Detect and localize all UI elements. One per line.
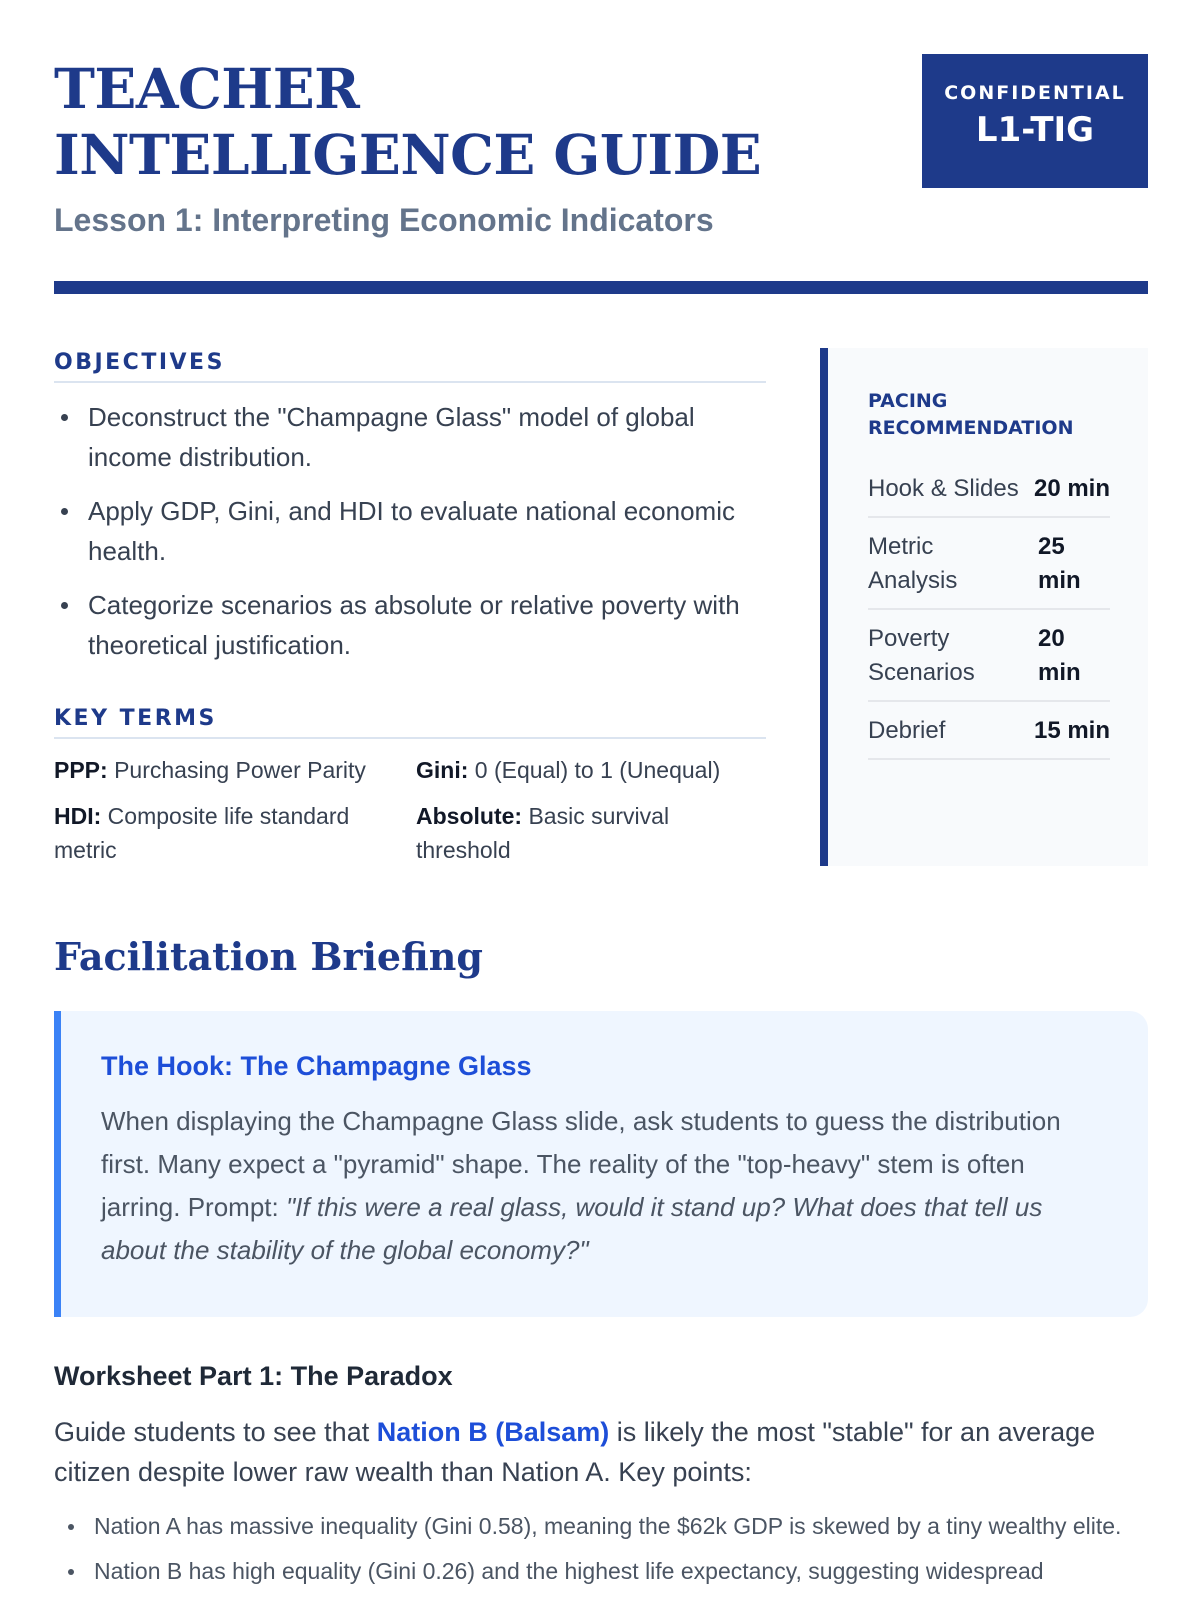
key-term-name: Gini: — [416, 757, 469, 783]
badge-code: L1-TIG — [975, 110, 1095, 150]
worksheet-heading: Worksheet Part 1: The Paradox — [54, 1361, 453, 1391]
lesson-subtitle: Lesson 1: Interpreting Economic Indicators — [54, 202, 714, 238]
pacing-table — [868, 460, 1110, 760]
nation-b-highlight: Nation B (Balsam) — [376, 1417, 610, 1447]
pacing-activity: Metric Analysis — [868, 533, 958, 594]
key-term — [416, 799, 766, 867]
pacing-row — [868, 518, 1110, 610]
key-term-definition: Composite life standard metric — [54, 803, 350, 863]
pacing-time: 20 min — [1038, 625, 1081, 686]
pacing-row — [868, 702, 1110, 760]
key-term-name: HDI: — [54, 803, 102, 829]
document-title: TEACHER INTELLIGENCE GUIDE — [54, 56, 762, 187]
hook-callout — [54, 1011, 1148, 1317]
pacing-time: 15 min — [1033, 717, 1110, 744]
objective-item: Apply GDP, Gini, and HDI to evaluate national economic health. — [54, 491, 766, 571]
confidential-badge — [922, 54, 1148, 188]
pacing-heading: PACING RECOMMENDATION — [868, 390, 1074, 439]
callout-prompt: "If this were a real glass, would it stand up? What does that tell us about the stability of the global economy?" — [101, 1192, 1043, 1265]
pacing-activity: Poverty Scenarios — [868, 625, 975, 686]
badge-label: CONFIDENTIAL — [944, 82, 1126, 104]
objective-item: Categorize scenarios as absolute or relative poverty with theoretical justification. — [54, 585, 766, 665]
header-divider — [54, 281, 1148, 294]
key-terms-grid — [54, 753, 766, 867]
key-term-definition: 0 (Equal) to 1 (Unequal) — [474, 757, 721, 783]
pacing-time: 20 min — [1033, 475, 1110, 502]
objectives-list — [54, 397, 766, 665]
key-term — [416, 753, 766, 787]
pacing-panel — [820, 348, 1148, 866]
worksheet-point: Nation A has massive inequality (Gini 0.58), meaning the $62k GDP is skewed by a tiny wealthy elite. — [54, 1510, 1148, 1543]
worksheet-intro-before: Guide students to see that — [54, 1417, 377, 1447]
key-term-definition: Purchasing Power Parity — [114, 757, 366, 783]
callout-text: When displaying the Champagne Glass slide, ask students to guess the distribution first. Many expect a "pyramid" shape. The reality of the "top-heavy" stem is often jarring. Prompt: — [101, 1106, 1061, 1222]
worksheet-intro-after: is likely the most "stable" for an average citizen despite lower raw wealth than Nation A. Key points: — [54, 1417, 1096, 1487]
pacing-time: 25 min — [1038, 533, 1081, 594]
key-terms-section — [54, 706, 766, 867]
objectives-heading: OBJECTIVES — [54, 350, 766, 383]
pacing-activity: Hook & Slides — [868, 475, 1019, 502]
key-term — [54, 753, 416, 787]
key-terms-heading: KEY TERMS — [54, 706, 766, 739]
callout-body — [101, 1100, 1108, 1272]
callout-title: The Hook: The Champagne Glass — [101, 1051, 532, 1081]
objectives-section — [54, 350, 766, 679]
pacing-row — [868, 610, 1110, 702]
facilitation-heading: Facilitation Briefing — [54, 934, 483, 979]
worksheet-points — [54, 1510, 1148, 1600]
worksheet-point: Nation B has high equality (Gini 0.26) and the highest life expectancy, suggesting widespread — [54, 1555, 1148, 1588]
key-term-name: Absolute: — [416, 803, 523, 829]
worksheet-intro — [54, 1412, 1148, 1492]
key-term — [54, 799, 416, 867]
pacing-activity: Debrief — [868, 717, 946, 744]
key-term-definition: Basic survival threshold — [416, 803, 670, 863]
key-term-name: PPP: — [54, 757, 108, 783]
objective-item: Deconstruct the "Champagne Glass" model of global income distribution. — [54, 397, 766, 477]
document-header — [54, 56, 1148, 239]
pacing-row — [868, 460, 1110, 518]
